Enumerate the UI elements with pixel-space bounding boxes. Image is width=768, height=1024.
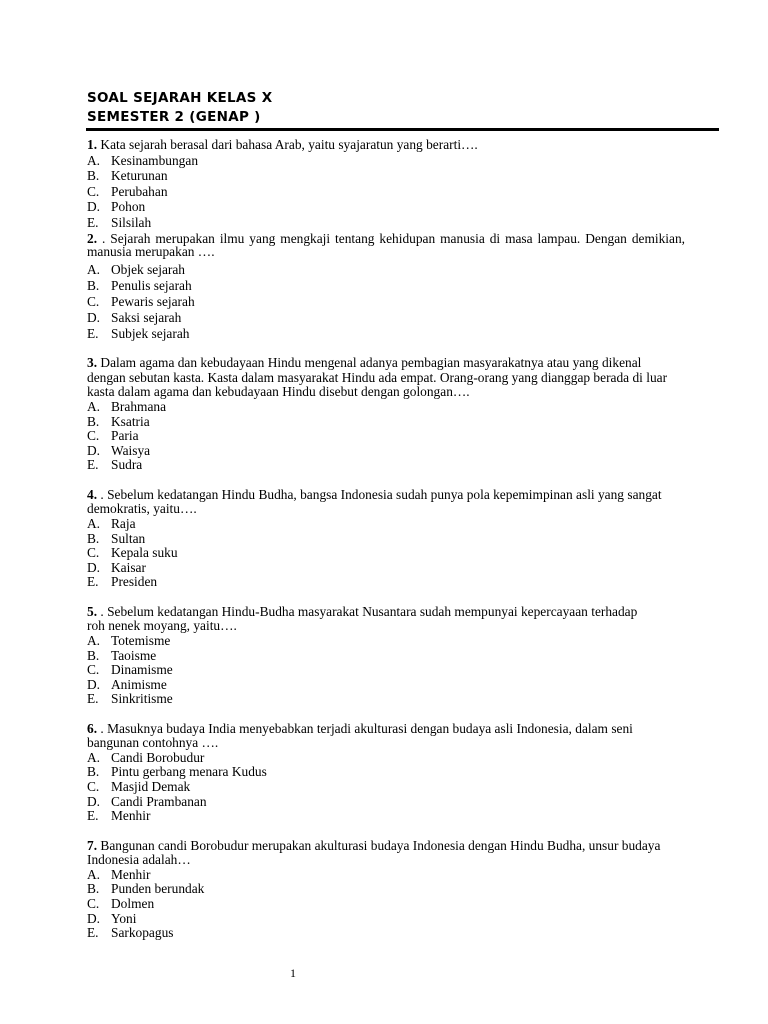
option-letter: D. [87,310,101,326]
option-letter: C. [87,779,100,795]
option-text: Sinkritisme [111,691,173,707]
option-text: Sultan [111,530,146,546]
option-letter: C. [87,428,100,444]
option-d[interactable] [87,561,687,576]
option-letter: D. [87,793,101,809]
option-text: Pintu gerbang menara Kudus [111,764,267,780]
option-text: Dinamisme [111,662,173,678]
question-stem [87,605,647,634]
option-text: Kepala suku [111,545,178,561]
option-text: Raja [111,515,136,531]
option-text: Dolmen [111,896,155,912]
option-d[interactable] [87,678,687,693]
option-a[interactable] [87,751,687,766]
question-text: . Sejarah merupakan ilmu yang mengkaji tentang kehidupan manusia di masa lampau. Dengan demikian, manusia merupakan …. [87,231,685,259]
option-c[interactable] [87,897,687,912]
option-text: Saksi sejarah [111,310,182,326]
option-letter: D. [87,910,101,926]
option-letter: A. [87,749,101,765]
option-letter: B. [87,530,100,546]
option-b[interactable] [87,415,687,430]
option-d[interactable] [87,199,687,215]
option-text: Pohon [111,199,146,215]
option-b[interactable] [87,765,687,780]
option-b[interactable] [87,882,687,897]
question-number: 7. [87,837,98,853]
option-text: Menhir [111,808,151,824]
option-letter: C. [87,545,100,561]
question-7 [87,839,687,941]
option-letter: E. [87,457,99,473]
option-letter: E. [87,326,99,342]
option-text: Keturunan [111,168,168,184]
option-text: Masjid Demak [111,779,191,795]
option-a[interactable] [87,868,687,883]
option-e[interactable] [87,692,687,707]
question-number: 4. [87,486,98,502]
option-text: Animisme [111,676,167,692]
option-letter: C. [87,896,100,912]
option-letter: B. [87,413,100,429]
option-text: Subjek sejarah [111,326,190,342]
option-a[interactable] [87,400,687,415]
option-letter: B. [87,278,100,294]
option-letter: E. [87,574,99,590]
question-stem [87,722,677,751]
option-text: Sarkopagus [111,925,174,941]
option-d[interactable] [87,912,687,927]
question-3 [87,356,687,472]
option-letter: A. [87,262,101,278]
question-stem [87,233,685,258]
question-5 [87,605,687,707]
page-title: SOAL SEJARAH KELAS X [87,90,273,106]
option-a[interactable] [87,517,687,532]
option-a[interactable] [87,262,687,278]
page-number: 1 [290,966,296,980]
question-1 [87,137,687,230]
question-text: Bangunan candi Borobudur merupakan akulturasi budaya Indonesia dengan Hindu Budha, unsur budaya Indonesia adalah… [87,837,661,868]
page-subtitle: SEMESTER 2 (GENAP ) [87,109,261,125]
question-list [87,137,687,941]
question-number: 1. [87,137,98,152]
question-number: 3. [87,355,98,371]
option-d[interactable] [87,444,687,459]
question-6 [87,722,687,824]
option-c[interactable] [87,663,687,678]
option-a[interactable] [87,634,687,649]
option-text: Silsilah [111,214,152,230]
option-e[interactable] [87,926,687,941]
option-letter: B. [87,881,100,897]
option-letter: B. [87,168,100,184]
question-2 [87,233,687,342]
question-stem [87,839,677,868]
option-letter: A. [87,398,101,414]
option-text: Taoisme [111,647,157,663]
option-text: Punden berundak [111,881,205,897]
option-text: Perubahan [111,183,168,199]
question-text: . Masuknya budaya India menyebabkan terjadi akulturasi dengan budaya asli Indonesia, dalam seni bangunan contohnya …. [87,720,633,751]
option-c[interactable] [87,294,687,310]
option-letter: C. [87,183,100,199]
question-text: . Sebelum kedatangan Hindu Budha, bangsa Indonesia sudah punya pola kepemimpinan asli yang sangat demokratis, yaitu…. [87,486,662,517]
option-letter: B. [87,647,100,663]
question-number: 5. [87,603,98,619]
option-e[interactable] [87,215,687,231]
option-letter: A. [87,515,101,531]
question-4 [87,488,687,590]
option-text: Kesinambungan [111,152,199,168]
option-c[interactable] [87,184,687,200]
option-text: Candi Borobudur [111,749,205,765]
option-b[interactable] [87,278,687,294]
option-e[interactable] [87,326,687,342]
option-d[interactable] [87,795,687,810]
option-text: Yoni [111,910,137,926]
option-letter: E. [87,691,99,707]
option-letter: B. [87,764,100,780]
option-letter: D. [87,199,101,215]
option-letter: A. [87,632,101,648]
question-text: . Sebelum kedatangan Hindu-Budha masyarakat Nusantara sudah mempunyai kepercayaan terhadap roh nenek moyang, yaitu…. [87,603,638,634]
question-number: 6. [87,720,98,736]
option-e[interactable] [87,458,687,473]
option-b[interactable] [87,532,687,547]
option-text: Brahmana [111,398,167,414]
header-divider [86,128,719,131]
option-letter: A. [87,866,101,882]
option-text: Waisya [111,442,151,458]
option-letter: C. [87,294,100,310]
option-text: Menhir [111,866,151,882]
option-text: Pewaris sejarah [111,294,195,310]
option-c[interactable] [87,546,687,561]
option-c[interactable] [87,780,687,795]
question-text: Dalam agama dan kebudayaan Hindu mengenal adanya pembagian masyarakatnya atau yang dikenal dengan sebutan kasta. Kasta dalam masyarakat Hindu ada empat. Orang-orang yang dianggap berada di luar kasta dalam agama dan kebudayaan Hindu disebut dengan golongan…. [87,355,668,400]
option-text: Kaisar [111,559,146,575]
option-text: Ksatria [111,413,150,429]
question-stem [87,488,677,517]
document-header [87,89,727,127]
option-b[interactable] [87,649,687,664]
option-text: Paria [111,428,139,444]
option-letter: D. [87,442,101,458]
option-text: Presiden [111,574,158,590]
question-stem [87,137,687,153]
option-text: Sudra [111,457,143,473]
option-d[interactable] [87,310,687,326]
option-letter: D. [87,559,101,575]
option-text: Penulis sejarah [111,278,192,294]
question-stem [87,356,677,400]
option-letter: D. [87,676,101,692]
option-e[interactable] [87,809,687,824]
option-letter: E. [87,214,99,230]
question-text: Kata sejarah berasal dari bahasa Arab, yaitu syajaratun yang berarti…. [100,137,478,152]
option-text: Objek sejarah [111,262,185,278]
option-letter: E. [87,808,99,824]
option-text: Totemisme [111,632,171,648]
option-c[interactable] [87,429,687,444]
option-letter: A. [87,152,101,168]
option-letter: E. [87,925,99,941]
option-letter: C. [87,662,100,678]
option-e[interactable] [87,575,687,590]
option-b[interactable] [87,168,687,184]
question-number: 2. [87,231,98,247]
option-text: Candi Prambanan [111,793,207,809]
option-a[interactable] [87,153,687,169]
